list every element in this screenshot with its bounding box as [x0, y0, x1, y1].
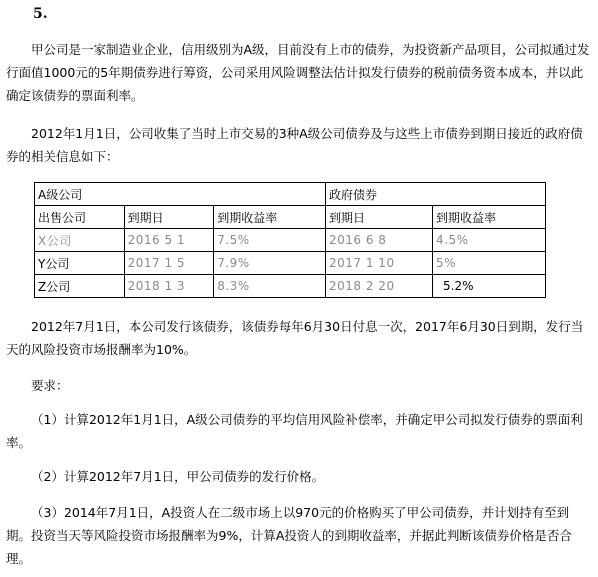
requirement-2: （2）计算2012年7月1日，甲公司债券的发行价格。 — [31, 469, 325, 484]
table-row — [35, 229, 546, 252]
table-group-row — [35, 183, 546, 206]
table-cell: 5% — [433, 252, 546, 275]
requirements-label: 要求： — [31, 378, 69, 393]
column-header: 到期收益率 — [433, 206, 546, 229]
table-cell: 7.5% — [214, 229, 326, 252]
table-cell: 2017 1 10 — [326, 252, 433, 275]
table-cell: 2018 1 3 — [124, 275, 214, 298]
group-header-a: A级公司 — [35, 183, 326, 206]
column-header: 到期日 — [326, 206, 433, 229]
data-collection-paragraph: 2012年1月1日，公司收集了当时上市交易的3种A级公司债券及与这些上市债券到期日接近的政府债券的相关信息如下： — [6, 126, 583, 164]
table-cell: 2017 1 5 — [124, 252, 214, 275]
table-cell: X公司 — [35, 229, 125, 252]
table-cell: 5.2% — [433, 275, 546, 298]
column-header: 出售公司 — [35, 206, 125, 229]
table-cell: 7.9% — [214, 252, 326, 275]
table-cell: 2016 5 1 — [124, 229, 214, 252]
table-cell: Z公司 — [35, 275, 125, 298]
group-header-gov: 政府债券 — [326, 183, 546, 206]
table-row — [35, 252, 546, 275]
requirement-3: （3）2014年7月1日，A投资人在二级市场上以970元的价格购买了甲公司债券，并计划持有至到期。投资当天等风险投资市场报酬率为9%，计算A投资人的到期收益率，并据此判断该债券价格是否合理。 — [6, 505, 572, 566]
table-cell: Y公司 — [35, 252, 125, 275]
table-row — [35, 275, 546, 298]
table-header-row — [35, 206, 546, 229]
table-cell: 8.3% — [214, 275, 326, 298]
intro-paragraph: 甲公司是一家制造业企业，信用级别为A级，目前没有上市的债券，为投资新产品项目，公司拟通过发行面值1000元的5年期债券进行筹资，公司采用风险调整法估计拟发行债券的税前债务资本成本，并以此确定该债券的票面利率。 — [6, 42, 590, 103]
table-cell: 2016 6 8 — [326, 229, 433, 252]
issuance-paragraph: 2012年7月1日，本公司发行该债券，该债券每年6月30日付息一次，2017年6月30日到期，发行当天的风险投资市场报酬率为10%。 — [6, 319, 584, 357]
column-header: 到期日 — [124, 206, 214, 229]
question-number: 5. — [33, 6, 48, 22]
table-cell: 4.5% — [433, 229, 546, 252]
column-header: 到期收益率 — [214, 206, 326, 229]
requirement-1: （1）计算2012年1月1日，A级公司债券的平均信用风险补偿率，并确定甲公司拟发行债券的票面利率。 — [6, 412, 583, 450]
bond-table — [34, 182, 546, 298]
table-cell: 2018 2 20 — [326, 275, 433, 298]
